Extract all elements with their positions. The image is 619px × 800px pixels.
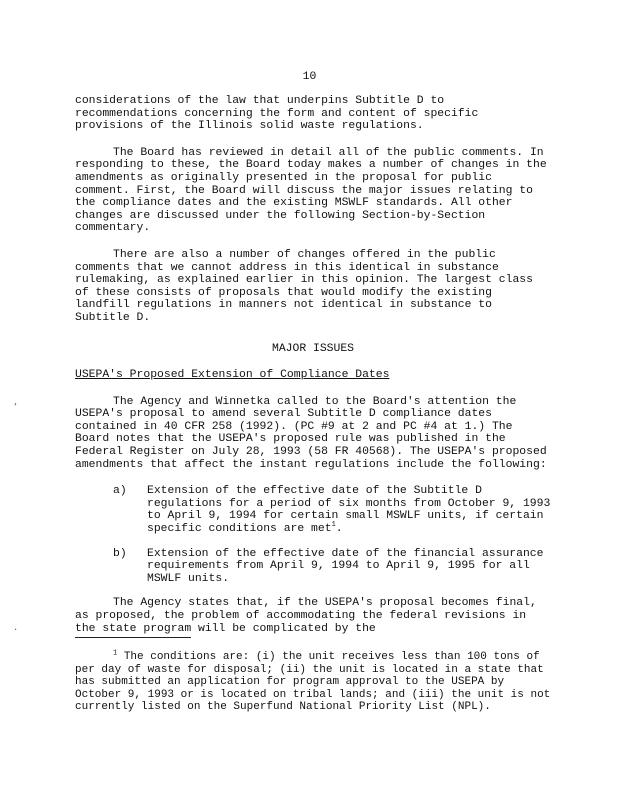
footnote-text: The conditions are: (i) the unit receives less than 100 tons of per day of waste for disposal; (ii) the unit is located in a state that has submitted an application for program approval to the USEPA by October 9, 1993 or is located on tribal lands; and (iii) the unit is not currently listed on the Superfund National Priority List (NPL).	[75, 651, 551, 714]
list-marker: b)	[113, 547, 127, 560]
section-heading: MAJOR ISSUES	[271, 342, 355, 355]
list-marker: a)	[113, 485, 127, 498]
section-subheading: USEPA's Proposed Extension of Compliance Dates	[75, 369, 390, 382]
paragraph: The Agency states that, if the USEPA's proposal becomes final, as proposed, the problem of accommodating the federal revisions in the state program will be complicated by the	[75, 597, 544, 635]
body-text	[75, 95, 554, 649]
paragraph: The Board has reviewed in detail all of the public comments. In responding to these, the Board today makes a number of changes in the amendments as originally presented in the proposal for public comment. First, the Board will discuss the major issues relating to the compliance dates and the existing MSWLF standards. All other changes are discussed under the following Section-by-Section commentary.	[75, 146, 554, 235]
paragraph: considerations of the law that underpins Subtitle D to recommendations concerning the form and content of specific provisions of the Illinois solid waste regulations.	[75, 95, 486, 133]
margin-mark: ,	[14, 396, 18, 407]
list-text: Extension of the effective date of the financial assurance requirements from April 9, 1994 to April 9, 1995 for all MSWLF units.	[147, 547, 544, 585]
footnote-ref: 1	[331, 521, 336, 530]
footnote-divider	[75, 637, 191, 638]
paragraph: There are also a number of changes offered in the public comments that we cannot address in this identical in substance rulemaking, as explained earlier in this opinion. The largest class of these consists of proposals that would modify the existing landfill regulations in manners not identical in substance to Subtitle D.	[75, 248, 540, 324]
footnote-marker: 1	[113, 649, 118, 658]
margin-mark: .	[14, 622, 18, 633]
list-item	[75, 548, 551, 586]
footnote	[75, 651, 551, 714]
list-text: Extension of the effective date of the Subtitle D regulations for a period of six months from October 9, 1993 to April 9, 1994 for certain small MSWLF units, if certain specific conditions are met$^1$.	[147, 485, 551, 536]
paragraph: The Agency and Winnetka called to the Board's attention the USEPA's proposal to amend several Subtitle D compliance dates contained in 40 CFR 258 (1992). (PC #9 at 2 and PC #4 at 1.) The Board notes that the USEPA's proposed rule was published in the Federal Register on July 28, 1993 (58 FR 40568). The USEPA's proposed amendments that affect the instant regulations include the following:	[75, 395, 554, 471]
page-number: 10	[302, 71, 317, 83]
list-item	[75, 485, 551, 535]
